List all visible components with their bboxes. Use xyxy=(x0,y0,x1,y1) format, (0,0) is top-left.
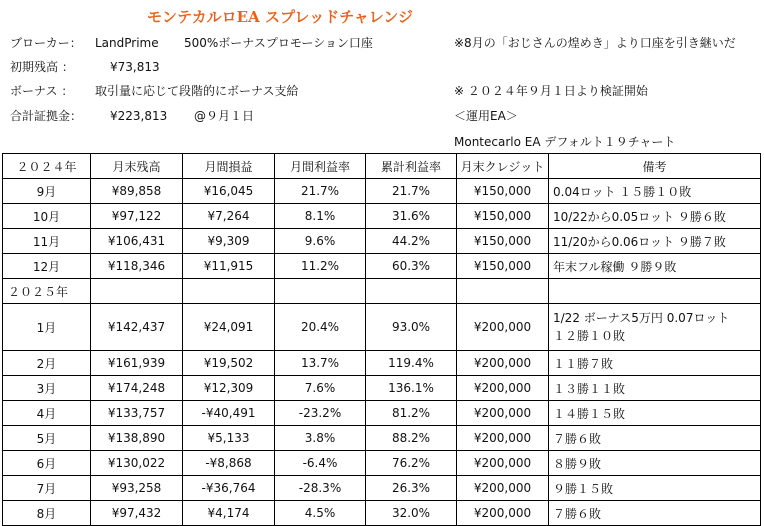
cell-credit: ¥200,000 xyxy=(457,451,549,476)
cell-monthly-rate: -28.3% xyxy=(275,476,366,501)
cell-cumulative-rate: 31.6% xyxy=(366,204,457,229)
cell-pnl: ¥19,502 xyxy=(183,351,275,376)
cell-pnl: ¥5,133 xyxy=(183,426,275,451)
cell-balance: ¥97,122 xyxy=(91,204,183,229)
cell-note: 10/22から0.05ロット ９勝６敗 xyxy=(549,204,761,229)
cell-pnl: -¥40,491 xyxy=(183,401,275,426)
cell-note: 0.04ロット １５勝１０敗 xyxy=(549,179,761,204)
cell-credit: ¥150,000 xyxy=(457,229,549,254)
table-row xyxy=(3,451,761,476)
cell-credit: ¥150,000 xyxy=(457,179,549,204)
cell-monthly-rate: 3.8% xyxy=(275,426,366,451)
cell-cumulative-rate: 21.7% xyxy=(366,179,457,204)
cell-credit: ¥200,000 xyxy=(457,501,549,526)
cell-pnl: -¥8,868 xyxy=(183,451,275,476)
cell-monthly-rate: 4.5% xyxy=(275,501,366,526)
ea-label: ＜運用EA＞ xyxy=(454,109,518,123)
year-label: ２０２５年 xyxy=(3,279,91,304)
cell-note: １１勝７敗 xyxy=(549,351,761,376)
header-monthly-rate: 月間利益率 xyxy=(275,154,366,179)
cell-balance: ¥174,248 xyxy=(91,376,183,401)
empty-cell xyxy=(91,279,183,304)
table-row xyxy=(3,229,761,254)
header-credit: 月末クレジット xyxy=(457,154,549,179)
initial-balance-value: ¥73,813 xyxy=(110,60,160,74)
cell-month: 11月 xyxy=(3,229,91,254)
broker-label: ブローカー： xyxy=(10,36,82,50)
cell-balance: ¥118,346 xyxy=(91,254,183,279)
cell-note: １３勝１１敗 xyxy=(549,376,761,401)
cell-month: 8月 xyxy=(3,501,91,526)
cell-note: 11/20から0.06ロット ９勝７敗 xyxy=(549,229,761,254)
cell-credit: ¥150,000 xyxy=(457,254,549,279)
cell-pnl: ¥7,264 xyxy=(183,204,275,229)
table-row xyxy=(3,179,761,204)
cell-monthly-rate: 20.4% xyxy=(275,304,366,351)
cell-note: ９勝１５敗 xyxy=(549,476,761,501)
cell-pnl: ¥16,045 xyxy=(183,179,275,204)
cell-cumulative-rate: 119.4% xyxy=(366,351,457,376)
empty-cell xyxy=(275,279,366,304)
cell-pnl: -¥36,764 xyxy=(183,476,275,501)
cell-credit: ¥200,000 xyxy=(457,376,549,401)
cell-month: 1月 xyxy=(3,304,91,351)
cell-balance: ¥106,431 xyxy=(91,229,183,254)
header-cumulative-rate: 累計利益率 xyxy=(366,154,457,179)
cell-month: 5月 xyxy=(3,426,91,451)
empty-cell xyxy=(549,279,761,304)
note-line-1: 1/22 ボーナス5万円 0.07ロット xyxy=(553,311,730,325)
cell-note: ７勝６敗 xyxy=(549,426,761,451)
note-line-2: １２勝１０敗 xyxy=(553,329,626,343)
table-row xyxy=(3,401,761,426)
cell-balance: ¥142,437 xyxy=(91,304,183,351)
table-row xyxy=(3,254,761,279)
cell-balance: ¥130,022 xyxy=(91,451,183,476)
cell-pnl: ¥24,091 xyxy=(183,304,275,351)
cell-note: １４勝１５敗 xyxy=(549,401,761,426)
year-row xyxy=(3,279,761,304)
cell-monthly-rate: 13.7% xyxy=(275,351,366,376)
cell-pnl: ¥9,309 xyxy=(183,229,275,254)
start-note: ※ ２０２４年９月１日より検証開始 xyxy=(454,84,648,98)
table-header-row xyxy=(3,154,761,179)
cell-pnl: ¥11,915 xyxy=(183,254,275,279)
cell-balance: ¥138,890 xyxy=(91,426,183,451)
table-row xyxy=(3,351,761,376)
page-title: モンテカルロEA スプレッドチャレンジ xyxy=(146,8,414,26)
bonus-label: ボーナス ： xyxy=(10,84,74,98)
cell-credit: ¥200,000 xyxy=(457,304,549,351)
cell-cumulative-rate: 93.0% xyxy=(366,304,457,351)
cell-balance: ¥89,858 xyxy=(91,179,183,204)
cell-pnl: ¥4,174 xyxy=(183,501,275,526)
cell-month: 7月 xyxy=(3,476,91,501)
cell-month: 4月 xyxy=(3,401,91,426)
empty-cell xyxy=(183,279,275,304)
cell-pnl: ¥12,309 xyxy=(183,376,275,401)
broker-note: 500%ボーナスプロモーション口座 xyxy=(184,36,373,50)
cell-credit: ¥200,000 xyxy=(457,401,549,426)
cell-cumulative-rate: 88.2% xyxy=(366,426,457,451)
table-row xyxy=(3,304,761,351)
header-notes: 備考 xyxy=(549,154,761,179)
table-row xyxy=(3,501,761,526)
cell-cumulative-rate: 81.2% xyxy=(366,401,457,426)
bonus-value: 取引量に応じて段階的にボーナス支給 xyxy=(95,84,299,98)
table-row xyxy=(3,476,761,501)
cell-month: 6月 xyxy=(3,451,91,476)
cell-balance: ¥93,258 xyxy=(91,476,183,501)
cell-monthly-rate: 11.2% xyxy=(275,254,366,279)
margin-date: @９月１日 xyxy=(194,109,255,123)
cell-note: ８勝９敗 xyxy=(549,451,761,476)
table-row xyxy=(3,204,761,229)
cell-month: 3月 xyxy=(3,376,91,401)
cell-cumulative-rate: 26.3% xyxy=(366,476,457,501)
ea-value: Montecarlo EA デフォルト１９チャート xyxy=(454,135,676,149)
table-row xyxy=(3,376,761,401)
cell-monthly-rate: -23.2% xyxy=(275,401,366,426)
cell-credit: ¥200,000 xyxy=(457,351,549,376)
cell-monthly-rate: 8.1% xyxy=(275,204,366,229)
broker-value: LandPrime xyxy=(95,36,159,50)
empty-cell xyxy=(457,279,549,304)
cell-note: 年末フル稼働 ９勝９敗 xyxy=(549,254,761,279)
initial-balance-label: 初期残高 ： xyxy=(10,60,74,74)
header-year: ２０２４年 xyxy=(3,154,91,179)
cell-cumulative-rate: 60.3% xyxy=(366,254,457,279)
cell-cumulative-rate: 136.1% xyxy=(366,376,457,401)
cell-monthly-rate: 21.7% xyxy=(275,179,366,204)
cell-month: 10月 xyxy=(3,204,91,229)
cell-cumulative-rate: 76.2% xyxy=(366,451,457,476)
header-pnl: 月間損益 xyxy=(183,154,275,179)
cell-credit: ¥200,000 xyxy=(457,426,549,451)
empty-cell xyxy=(366,279,457,304)
cell-credit: ¥200,000 xyxy=(457,476,549,501)
cell-balance: ¥161,939 xyxy=(91,351,183,376)
account-note: ※8月の「おじさんの煌めき」より口座を引き継いだ xyxy=(454,36,736,50)
cell-balance: ¥133,757 xyxy=(91,401,183,426)
cell-monthly-rate: -6.4% xyxy=(275,451,366,476)
cell-month: 12月 xyxy=(3,254,91,279)
cell-note xyxy=(549,304,761,351)
margin-label: 合計証拠金： xyxy=(10,109,83,123)
table-row xyxy=(3,426,761,451)
results-table xyxy=(2,153,761,526)
cell-cumulative-rate: 32.0% xyxy=(366,501,457,526)
margin-value: ¥223,813 xyxy=(110,109,168,123)
cell-credit: ¥150,000 xyxy=(457,204,549,229)
cell-balance: ¥97,432 xyxy=(91,501,183,526)
cell-monthly-rate: 9.6% xyxy=(275,229,366,254)
cell-note: ７勝６敗 xyxy=(549,501,761,526)
cell-month: 2月 xyxy=(3,351,91,376)
cell-cumulative-rate: 44.2% xyxy=(366,229,457,254)
cell-monthly-rate: 7.6% xyxy=(275,376,366,401)
cell-month: 9月 xyxy=(3,179,91,204)
header-balance: 月末残高 xyxy=(91,154,183,179)
